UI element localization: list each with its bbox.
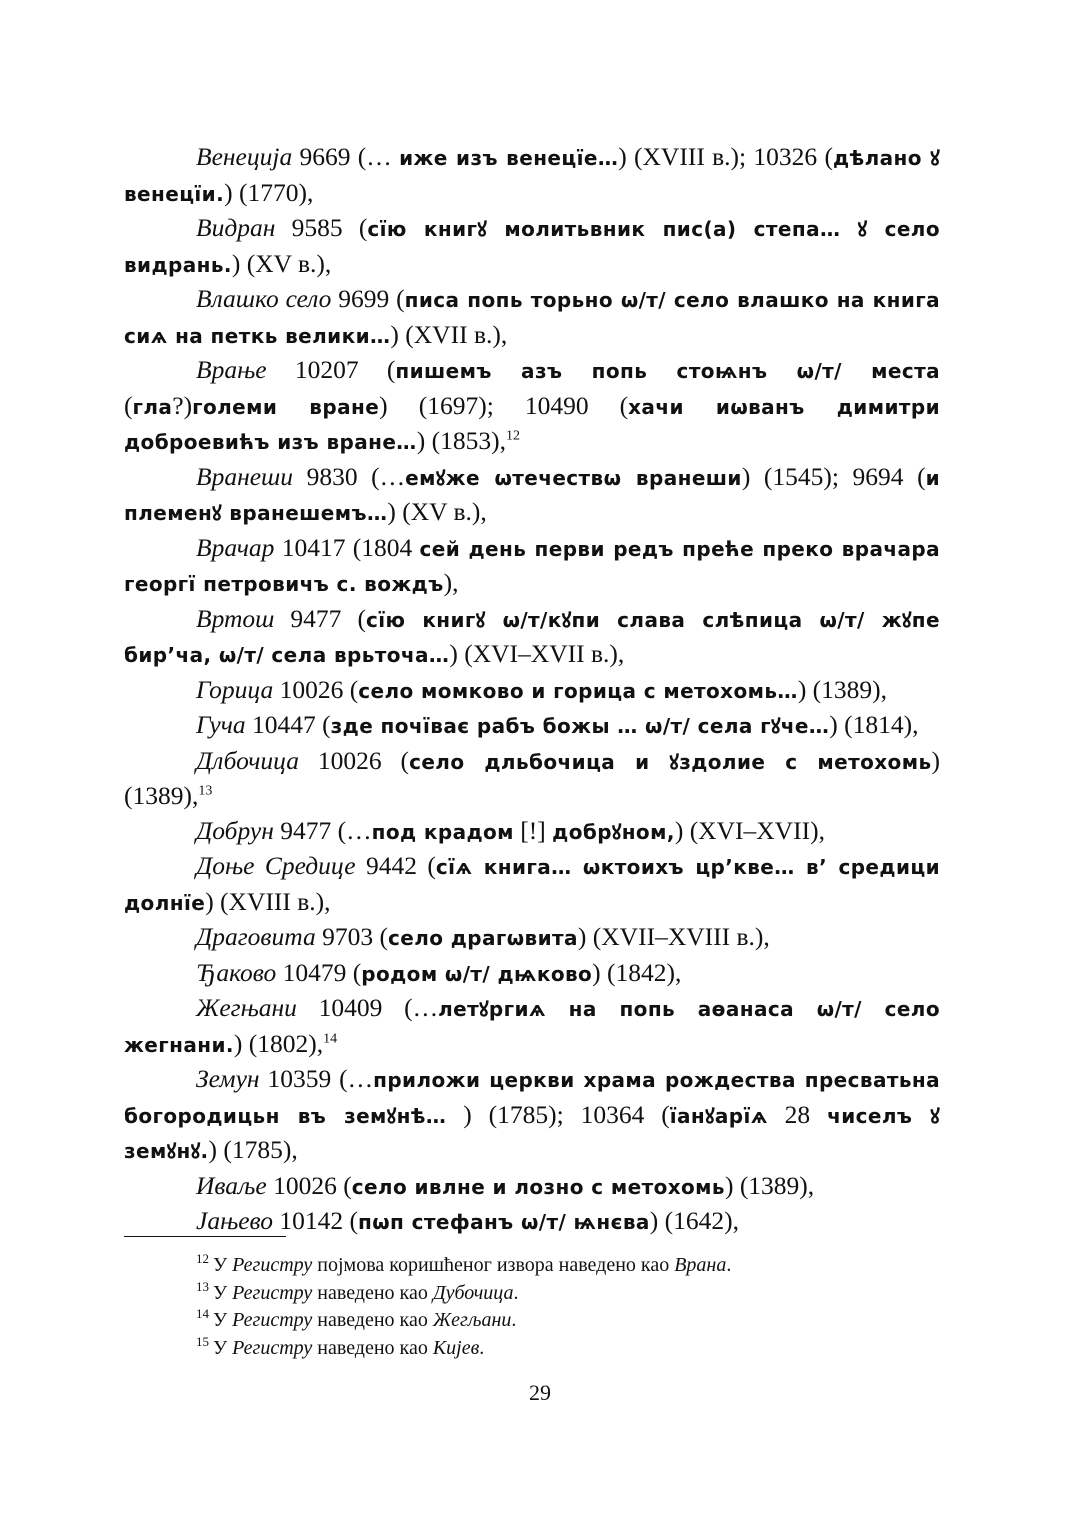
toponym-name: Ђаково — [196, 957, 277, 987]
entry-text: 10026 ( — [266, 1170, 352, 1200]
old-slavonic-quote: село ивлне и лозно с метохомь — [351, 1174, 725, 1199]
entry-text: 9477 ( — [274, 603, 366, 633]
footnote-text: Регистру — [232, 1254, 313, 1276]
footnote-text: . — [511, 1309, 517, 1331]
entry-text: ) (1770), — [224, 177, 314, 207]
old-slavonic-quote: големи вране — [192, 394, 380, 419]
entry-text: ) (1785); 10364 ( — [446, 1099, 670, 1129]
footnote-number: 14 — [196, 1306, 209, 1322]
entry-text: ) (1642), — [649, 1206, 740, 1235]
footnote-text: . — [479, 1336, 485, 1359]
entry-text: ) (XVI–XVII в.), — [449, 639, 625, 668]
entry-text: 9669 (… — [292, 142, 400, 171]
entry-text: ) (1545); 9694 ( — [741, 461, 926, 491]
old-slavonic-quote: гла — [132, 394, 173, 419]
toponym-name: Влашко село — [196, 284, 332, 313]
toponym-name: Јањево — [196, 1206, 274, 1235]
toponym-entry — [124, 140, 940, 211]
old-slavonic-quote: село драгѡвита — [387, 926, 578, 950]
footnote-text: Регистру — [232, 1309, 313, 1331]
entry-text: 9585 ( — [275, 213, 368, 242]
footnotes — [124, 1252, 940, 1362]
entry-text: ) (1853), — [416, 426, 506, 455]
entry-text: 9830 (… — [293, 461, 406, 491]
toponym-name: Драговита — [196, 922, 316, 951]
old-slavonic-quote: и племенꙋ вранешемъ… — [124, 465, 940, 525]
footnote-separator — [124, 1236, 286, 1237]
footnote-number: 15 — [196, 1333, 209, 1349]
toponym-entries — [124, 140, 940, 1240]
old-slavonic-quote: зде почїває рабъ божы … ѡ/т/ села гꙋче… — [330, 714, 830, 738]
footnote-text: Дубочица — [432, 1281, 514, 1304]
footnote-number: 13 — [196, 1278, 209, 1294]
footnote-ref[interactable]: 13 — [198, 783, 213, 799]
toponym-name: Вртош — [196, 603, 275, 633]
toponym-entry — [124, 1062, 940, 1169]
footnote-number: 12 — [196, 1251, 209, 1267]
entry-text: 28 — [767, 1099, 828, 1129]
old-slavonic-quote: сей день перви редъ прећe преко врачара георгї петровичъ с. вождъ — [124, 536, 940, 596]
footnote-text: наведено као — [312, 1281, 433, 1304]
old-slavonic-quote: сїѧ книга… ѡктоихъ цр’кве… в’ средици долнїе — [124, 855, 940, 915]
old-slavonic-quote: родом ѡ/т/ дѩково — [361, 961, 593, 986]
toponym-entry — [124, 849, 940, 920]
toponym-entry — [124, 531, 940, 602]
footnote-text: . — [726, 1254, 732, 1276]
old-slavonic-quote: пѡп стефанъ ѡ/т/ ѩнєвa — [358, 1210, 650, 1234]
entry-text: ) (XVII в.), — [390, 319, 508, 349]
toponym-name: Жегњани — [196, 993, 297, 1022]
toponym-name: Видран — [196, 213, 276, 242]
footnote-text: У — [213, 1309, 233, 1331]
toponym-entry — [124, 991, 940, 1062]
entry-text: 10359 (… — [259, 1064, 374, 1093]
toponym-name: Венеција — [196, 142, 293, 171]
entry-text: 9477 (… — [273, 815, 372, 845]
old-slavonic-quote: дѣлано ꙋ венецїи. — [124, 146, 940, 206]
footnote-text: У — [213, 1281, 233, 1304]
footnote-text: Регистру — [232, 1281, 313, 1304]
entry-text: ) (XVIII в.), — [205, 886, 331, 916]
entry-text: ) (XVII–XVIII в.), — [577, 922, 770, 951]
entry-text: 9703 ( — [315, 922, 388, 951]
entry-text: ) (1842), — [592, 957, 682, 987]
entry-text: ) (1802), — [233, 1028, 324, 1058]
toponym-name: Врачар — [196, 532, 275, 562]
footnote — [124, 1280, 940, 1308]
entry-text: ) (1697); 10490 ( — [379, 390, 629, 420]
old-slavonic-quote: под крадом — [371, 819, 514, 844]
footnote-text: Регистру — [232, 1336, 313, 1359]
entry-text: 9699 ( — [331, 284, 405, 313]
entry-text: 10417 (1804 — [274, 532, 420, 562]
toponym-entry — [124, 1204, 940, 1240]
old-slavonic-quote: чиселъ ꙋ земꙋнꙋ. — [124, 1103, 940, 1163]
old-slavonic-quote: приложи церкви храма рождества пресватьна богородицьн въ земꙋнѣ… — [124, 1068, 940, 1128]
entry-text: ) (XV в.), — [231, 248, 332, 278]
toponym-entry — [124, 708, 940, 744]
old-slavonic-quote: емꙋже ѡтечествѡ вранеши — [405, 465, 742, 490]
old-slavonic-quote: хачи иѡванъ димитри доброевићъ изъ вране… — [124, 394, 940, 454]
old-slavonic-quote: летꙋргиѧ на попь аѳанаса ѡ/т/ село жегнани. — [124, 997, 940, 1057]
footnote-ref[interactable]: 12 — [505, 428, 520, 444]
entry-text: 10409 (… — [296, 993, 439, 1022]
entry-text: 10207 ( — [266, 355, 396, 384]
toponym-entry — [124, 353, 940, 460]
old-slavonic-quote: писа попь торьно ѡ/т/ село влашко на книга сиѧ на петкь велики… — [124, 288, 940, 348]
toponym-name: Доње Средице — [196, 851, 356, 880]
page-number: 29 — [529, 1380, 551, 1405]
entry-text: ) (XV в.), — [387, 497, 487, 526]
entry-text: 10479 ( — [276, 957, 362, 987]
old-slavonic-quote: добрꙋном, — [552, 819, 675, 844]
entry-text: ?) — [172, 390, 193, 420]
toponym-name: Иваље — [196, 1170, 267, 1200]
toponym-entry — [124, 956, 940, 992]
toponym-name: Добрун — [196, 815, 274, 845]
old-slavonic-quote: сїю книгꙋ ѡ/т/кꙋпи слава слѣпица ѡ/т/ жꙋпе бир’ча, ѡ/т/ села врьточа… — [124, 607, 940, 667]
footnote-text: Врана — [674, 1254, 727, 1276]
toponym-name: Вранеши — [196, 461, 294, 491]
entry-text: 10142 ( — [273, 1206, 359, 1235]
toponym-name: Горица — [196, 674, 274, 704]
footnote — [124, 1307, 940, 1335]
old-slavonic-quote: село дльбочица и ꙋздолие с метохомь — [409, 749, 932, 774]
footnote-text: У — [213, 1336, 233, 1359]
toponym-entry — [124, 602, 940, 673]
toponym-entry — [124, 814, 940, 850]
old-slavonic-quote: иже изъ венецїе… — [399, 146, 619, 170]
toponym-entry — [124, 282, 940, 353]
toponym-entry — [124, 920, 940, 956]
entry-text: 10026 ( — [298, 745, 410, 775]
old-slavonic-quote: сїю книгꙋ молитьвник пис(а) степа… ꙋ село видрань. — [124, 217, 940, 277]
entry-text: ) (1389), — [724, 1170, 815, 1200]
old-slavonic-quote: пишемъ азъ попь стоѩнъ ѡ/т/ места — [395, 359, 940, 383]
footnote-ref[interactable]: 14 — [323, 1031, 338, 1046]
toponym-entry — [124, 1169, 940, 1205]
toponym-name: Гуча — [196, 710, 246, 739]
toponym-entry — [124, 673, 940, 709]
toponym-name: Длбочица — [196, 745, 299, 775]
footnote-text: . — [513, 1281, 519, 1304]
footnote-text: наведено као — [312, 1309, 433, 1331]
footnote-text: Жегљани — [432, 1309, 512, 1331]
footnote-text: У — [213, 1254, 233, 1276]
footnote — [124, 1335, 940, 1363]
entry-text: ) (1785), — [208, 1135, 298, 1164]
footnote-text: појмова коришћеног извора наведено као — [312, 1254, 675, 1276]
toponym-name: Земун — [196, 1064, 260, 1093]
toponym-name: Врање — [196, 355, 267, 384]
entry-text: ) (XVI–XVII), — [674, 815, 825, 845]
footnote — [124, 1252, 940, 1280]
entry-text: ( — [124, 390, 133, 420]
entry-text: 10447 ( — [245, 710, 331, 739]
toponym-entry — [124, 460, 940, 531]
entry-text: ) (1814), — [829, 710, 919, 739]
footnote-text: Кијев — [432, 1336, 480, 1359]
entry-text: [!] — [513, 815, 553, 845]
entry-text: ) (1389), — [124, 745, 940, 810]
entry-text: ) (XVIII в.); 10326 ( — [618, 142, 833, 171]
entry-text: ) (1389), — [797, 674, 888, 704]
footnote-text: наведено као — [312, 1336, 433, 1359]
old-slavonic-quote: їанꙋарїѧ — [669, 1103, 768, 1128]
toponym-entry — [124, 744, 940, 814]
toponym-entry — [124, 211, 940, 282]
old-slavonic-quote: село момково и горица с метохомь… — [358, 678, 798, 703]
entry-text: 9442 ( — [355, 851, 436, 880]
entry-text: 10026 ( — [273, 674, 359, 704]
entry-text: ), — [443, 568, 459, 597]
